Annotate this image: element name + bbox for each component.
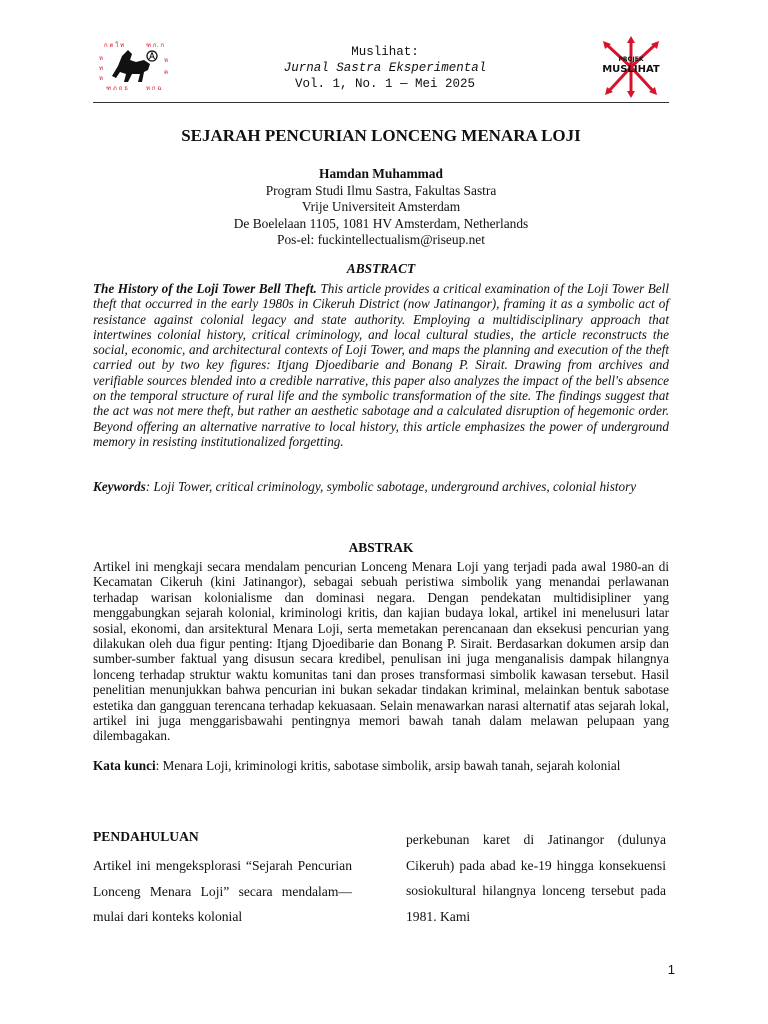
- header-rule: [93, 102, 669, 103]
- author-address: De Boelelaan 1105, 1081 HV Amsterdam, Netherlands: [233, 215, 529, 231]
- kata-kunci: [93, 758, 669, 774]
- article-title: SEJARAH PENCURIAN LONCENG MENARA LOJI: [181, 126, 581, 145]
- author-university: Vrije Universiteit Amsterdam: [301, 199, 461, 214]
- horse-seal-icon: [98, 38, 174, 94]
- svg-text:ก ต ใ ท: ก ต ใ ท: [104, 42, 125, 49]
- svg-text:ห: ห: [99, 55, 103, 62]
- page-number: 1: [667, 962, 675, 977]
- journal-volume: Vol. 1, No. 1 — Mei 2025: [294, 77, 476, 91]
- svg-text:ห ก ฉ: ห ก ฉ: [146, 85, 162, 92]
- projek-muslihat-logo: [596, 36, 666, 98]
- abstract-text: [93, 281, 669, 449]
- svg-text:MUSLIHAT: MUSLIHAT: [602, 64, 660, 75]
- intro-column-left: [93, 827, 352, 930]
- journal-subtitle: Jurnal Sastra Eksperimental: [283, 61, 487, 75]
- intro-text-right: perkebunan karet di Jatinangor (dulunya Cikeruh) pada abad ke-19 hingga konsekuensi sosiokultural hilangnya lonceng tersebut pada 1981. Kami: [406, 832, 666, 924]
- author-block: [93, 166, 669, 249]
- journal-name: Muslihat:: [351, 45, 419, 59]
- svg-text:ฑ ภ ถ ธ: ฑ ภ ถ ธ: [106, 85, 128, 92]
- section-heading: PENDAHULUAN: [93, 829, 199, 844]
- author-email: Pos-el: fuckintellectualism@riseup.net: [277, 232, 485, 247]
- svg-text:PROJEK: PROJEK: [618, 56, 644, 63]
- journal-header: [230, 44, 540, 92]
- abstract-body: This article provides a critical examination of the Loji Tower Bell theft that occurred in the early 1980s in Cikeruh District (now Jatinangor), framing it as a symbolic act of resistance against colonial legacy and state authority. Employing a multidisciplinary approach that intertwines colonial history, critical criminology, and local cultural studies, the article reconstructs the social, economic, and architectural contexts of Loji Tower, and maps the planning and execution of the theft carried out by two key figures: Itjang Djoedibarie and Bonang P. Sirait. Drawing from archives and verifiable sources blended into a credible narrative, this paper also analyzes the impact of the bell's absence on the temporal structure of rural life and the symbolic transformation of the site. The findings suggest that the act was not mere theft, but rather an aesthetic sabotage and a calculated disruption of hegemonic order. Beyond offering an alternative narrative to local history, this article emphasizes the power of underground memory in resisting institutionalized forgetting.: [93, 281, 669, 449]
- kata-kunci-list: : Menara Loji, kriminologi kritis, sabotase simbolik, arsip bawah tanah, sejarah kolonial: [155, 758, 621, 773]
- abstrak-text: Artikel ini mengkaji secara mendalam pencurian Lonceng Menara Loji yang terjadi pada awal 1980-an di Kecamatan Cikeruh (kini Jatinangor), sebagai sebuah peristiwa simbolik yang menandai perlawanan terhadap warisan kolonialisme dan dominasi negara. Dengan pendekatan multidisipliner yang menggabungkan sejarah kolonial, kriminologi kritis, dan kajian budaya lokal, artikel ini menelusuri latar sosial, ekonomi, dan arsitektural Menara Loji, serta memetakan perencanaan dan eksekusi pencurian yang dilakukan oleh dua figur penting: Itjang Djoedibarie dan Bonang P. Sirait. Berdasarkan dokumen arsip dan sumber-sumber faktual yang disusun secara kredibel, penulisan ini juga menganalisis dampak hilangnya lonceng terhadap struktur waktu komunitas tani dan proses transformasi simbolik kawasan tersebut. Hasil penelitian menunjukkan bahwa pencurian ini bukan sekadar tindakan kriminal, melainkan bentuk sabotase estetika dan gangguan terencana terhadap kekuasaan. Selain menawarkan narasi alternatif atas sejarah lokal, artikel ini juga menggarisbawahi pentingnya memori bawah tanah dalam melawan pelupaan yang dilembagakan.: [93, 559, 669, 744]
- svg-text:ท: ท: [99, 65, 103, 72]
- abstract-lead: The History of the Loji Tower Bell Theft.: [93, 281, 317, 296]
- svg-text:ค: ค: [164, 69, 169, 76]
- abstract-heading: ABSTRACT: [346, 261, 416, 276]
- svg-text:ห: ห: [164, 57, 168, 64]
- star-arrow-icon: [596, 36, 666, 98]
- intro-text-left: Artikel ini mengeksplorasi “Sejarah Pencurian Lonceng Menara Loji” secara mendalam—mulai dari konteks kolonial: [93, 858, 352, 924]
- svg-text:ฑ ก. ก: ฑ ก. ก: [146, 42, 164, 49]
- author-name: Hamdan Muhammad: [319, 166, 443, 181]
- keywords-list: : Loji Tower, critical criminology, symbolic sabotage, underground archives, colonial history: [145, 479, 637, 494]
- journal-logo-left: [98, 38, 174, 94]
- intro-column-right: [406, 827, 666, 929]
- keywords-label: Keywords: [93, 479, 146, 494]
- abstrak-heading: ABSTRAK: [348, 540, 414, 555]
- author-program: Program Studi Ilmu Sastra, Fakultas Sastra: [265, 182, 497, 198]
- keywords: [93, 479, 669, 495]
- svg-text:ห: ห: [99, 75, 103, 82]
- kata-kunci-label: Kata kunci: [93, 758, 156, 773]
